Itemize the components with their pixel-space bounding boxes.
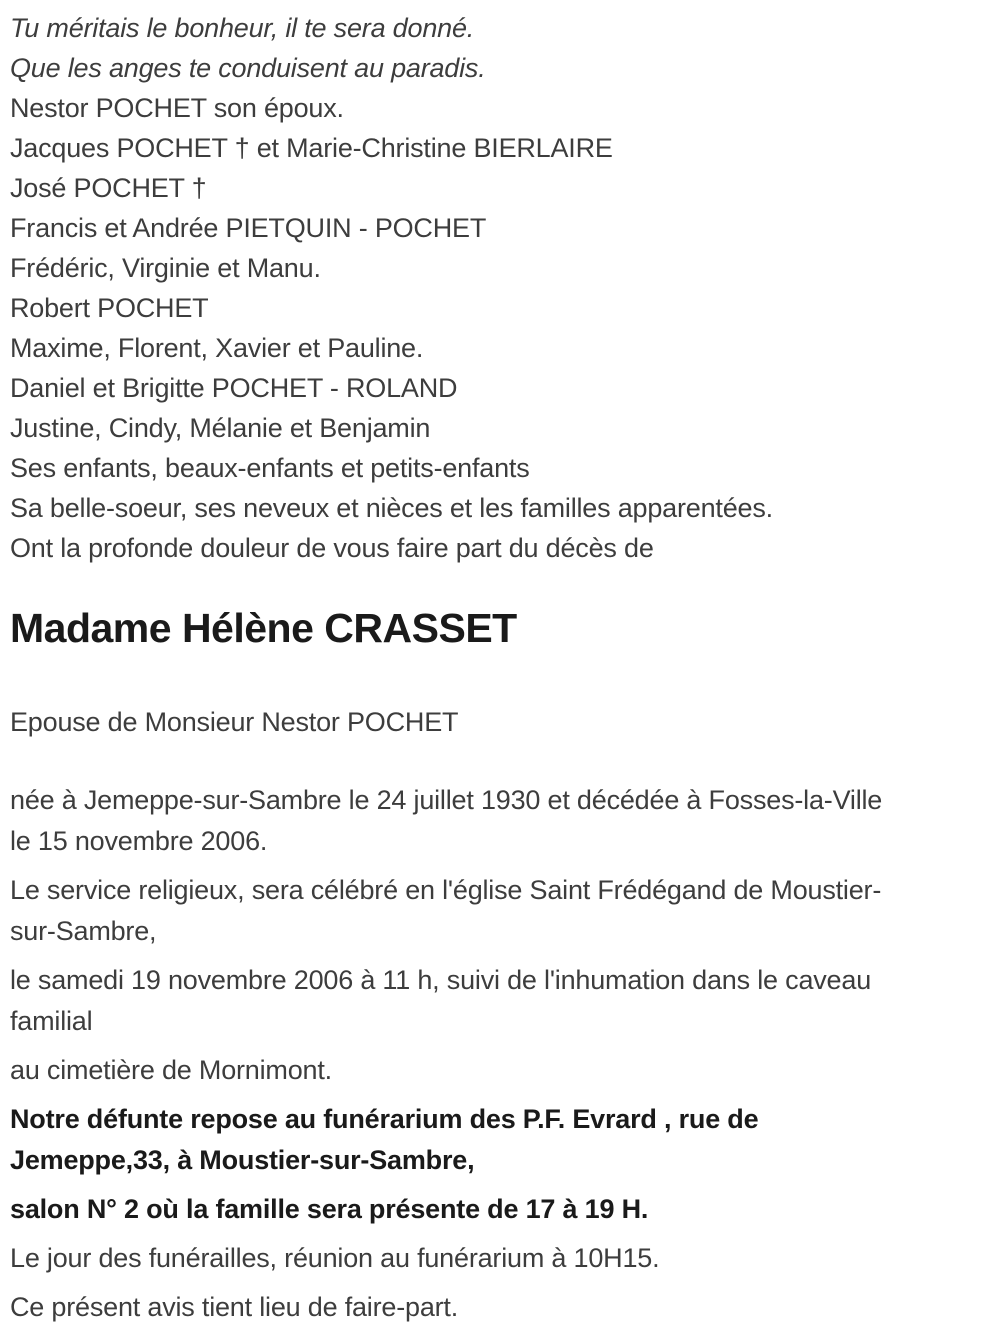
- paragraph-line: Le service religieux, sera célébré en l'église Saint Frédégand de Moustier-: [10, 875, 882, 905]
- burial-paragraph: [10, 960, 988, 1042]
- announcement-line: Ont la profonde douleur de vous faire part du décès de: [10, 533, 654, 563]
- paragraph-line: salon N° 2 où la famille sera présente de 17 à 19 H.: [10, 1194, 649, 1224]
- visiting-hours-paragraph: [10, 1189, 988, 1230]
- family-line: Sa belle-soeur, ses neveux et nièces et les familles apparentées.: [10, 493, 773, 523]
- paragraph-line: Ce présent avis tient lieu de faire-part.: [10, 1292, 459, 1322]
- meeting-paragraph: [10, 1238, 988, 1279]
- cemetery-paragraph: [10, 1050, 988, 1091]
- paragraph-line: le 15 novembre 2006.: [10, 826, 268, 856]
- epitaph-line-1: Tu méritais le bonheur, il te sera donné.: [10, 13, 475, 43]
- funerarium-paragraph: [10, 1099, 988, 1181]
- family-line: Justine, Cindy, Mélanie et Benjamin: [10, 413, 431, 443]
- birth-death-paragraph: [10, 780, 988, 862]
- family-line: Francis et Andrée PIETQUIN - POCHET: [10, 213, 487, 243]
- family-line: Daniel et Brigitte POCHET - ROLAND: [10, 373, 458, 403]
- paragraph-line: née à Jemeppe-sur-Sambre le 24 juillet 1930 et décédée à Fosses-la-Ville: [10, 785, 883, 815]
- family-line: Ses enfants, beaux-enfants et petits-enfants: [10, 453, 530, 483]
- paragraph-line: le samedi 19 novembre 2006 à 11 h, suivi de l'inhumation dans le caveau: [10, 965, 872, 995]
- family-line: Robert POCHET: [10, 293, 209, 323]
- family-line: Jacques POCHET † et Marie-Christine BIERLAIRE: [10, 133, 613, 163]
- paragraph-line: Le jour des funérailles, réunion au funérarium à 10H15.: [10, 1243, 660, 1273]
- closing-paragraph: [10, 1287, 988, 1328]
- funeral-details-block: [10, 780, 988, 1328]
- family-line-spouse: Nestor POCHET son époux.: [10, 93, 344, 123]
- paragraph-line: au cimetière de Mornimont.: [10, 1055, 332, 1085]
- epitaph-line-2: Que les anges te conduisent au paradis.: [10, 53, 486, 83]
- paragraph-line: Notre défunte repose au funérarium des P.F. Evrard , rue de: [10, 1104, 759, 1134]
- family-intro-block: [10, 8, 988, 568]
- family-line: Frédéric, Virginie et Manu.: [10, 253, 321, 283]
- paragraph-line: Jemeppe,33, à Moustier-sur-Sambre,: [10, 1145, 475, 1175]
- family-line: José POCHET †: [10, 173, 207, 203]
- deceased-name-heading: Madame Hélène CRASSET: [10, 605, 517, 651]
- spouse-of-line: Epouse de Monsieur Nestor POCHET: [10, 707, 459, 737]
- paragraph-line: familial: [10, 1006, 93, 1036]
- paragraph-line: sur-Sambre,: [10, 916, 157, 946]
- family-line: Maxime, Florent, Xavier et Pauline.: [10, 333, 424, 363]
- service-paragraph: [10, 870, 988, 952]
